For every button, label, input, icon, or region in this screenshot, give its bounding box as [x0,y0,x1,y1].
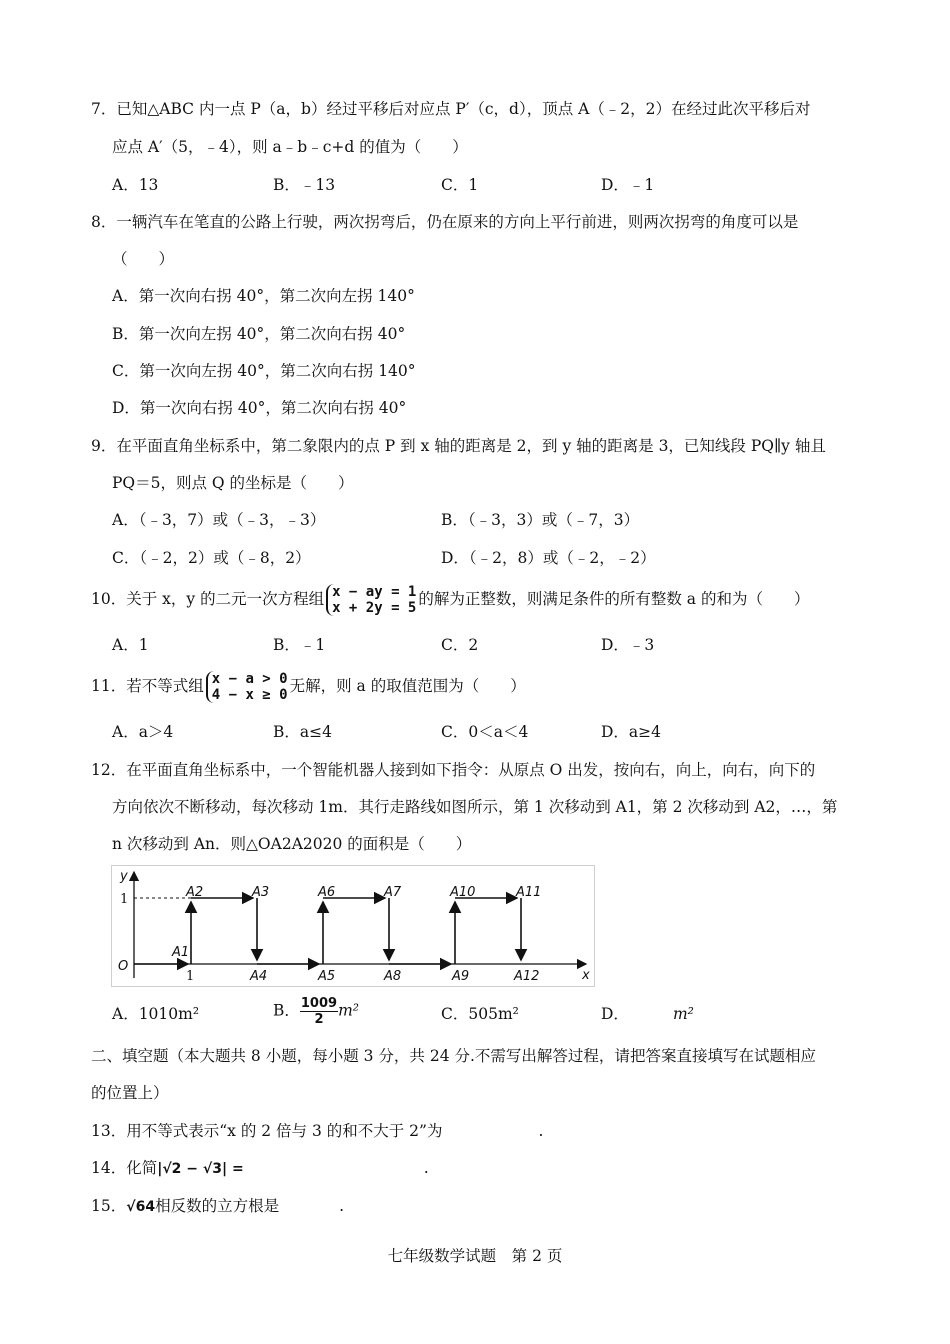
q7-option-a: A．13 [112,176,159,194]
q15-stem [91,1196,344,1217]
q12-option-a: A．1010m² [112,1005,200,1023]
q9-option-a: A．（﹣3，7）或（﹣3，﹣3） [112,511,326,529]
q9-stem-line2: PQ＝5，则点 Q 的坐标是（ ） [112,474,354,492]
q13-text: 13．用不等式表示“x 的 2 倍与 3 的和不大于 2”为 [91,1122,443,1140]
fraction-numerator: 1009 [300,996,338,1011]
section2-heading-line2: 的位置上） [91,1084,169,1102]
point-label-a11: A11 [516,885,542,900]
point-label-a5: A5 [318,969,336,984]
q12-stem-line2: 方向依次不断移动，每次移动 1m．其行走路线如图所示，第 1 次移动到 A1，第 2 次移动到 A2，…，第 [112,798,838,816]
q12-option-d-unit: m² [672,1005,694,1023]
q14-end: . [423,1159,429,1177]
q13-stem [91,1121,543,1141]
x-axis-label: x [582,968,590,983]
fraction-denominator: 2 [314,1012,324,1027]
q8-stem-line1: 8．一辆汽车在笔直的公路上行驶，两次拐弯后，仍在原来的方向上平行前进，则两次拐弯的角度可以是 [91,213,799,231]
q7-option-d: D．﹣1 [601,176,655,194]
q9-option-d: D．（﹣2，8）或（﹣2，﹣2） [441,549,656,567]
q12-option-d [601,1004,694,1024]
q11-prefix: 11．若不等式组 [91,677,204,695]
q10-prefix: 10．关于 x，y 的二元一次方程组 [91,590,325,608]
q10-equation-system [326,584,416,616]
point-label-a7: A7 [384,885,402,900]
q11-stem [91,671,526,703]
point-label-a9: A9 [452,969,470,984]
q8-option-d: D．第一次向右拐 40°，第二次向右拐 40° [112,399,407,417]
point-label-a12: A12 [514,969,540,984]
q7-stem-line1: 7．已知△ABC 内一点 P（a，b）经过平移后对应点 P′（c，d），顶点 A（﹣2，2）在经过此次平移后对 [91,100,811,118]
point-label-a4: A4 [250,969,268,984]
robot-path-svg [112,866,594,986]
q9-option-b: B．（﹣3，3）或（﹣7，3） [441,511,640,529]
q10-option-d: D．﹣3 [601,636,655,654]
q11-option-d: D．a≥4 [601,723,662,741]
point-label-a3: A3 [252,885,270,900]
q11-option-b: B．a≤4 [273,723,332,741]
q10-equation-2: x + 2y = 5 [332,600,417,616]
q12-stem-line3: n 次移动到 An．则△OA2A2020 的面积是（ ） [112,835,472,853]
q15-expression: √64 [126,1199,156,1215]
robot-path-figure [111,865,595,987]
q10-equation-1: x − ay = 1 [332,584,417,600]
q11-inequality-2: 4 − x ≥ 0 [211,687,288,703]
q13-end: . [538,1122,544,1140]
q9-option-c: C．（﹣2，2）或（﹣8，2） [112,549,311,567]
q15-end: . [339,1197,345,1215]
q8-option-a: A．第一次向右拐 40°，第二次向左拐 140° [112,287,415,305]
q9-stem-line1: 9．在平面直角坐标系中，第二象限内的点 P 到 x 轴的距离是 2，到 y 轴的距离是 3，已知线段 PQ∥y 轴且 [91,437,826,455]
q12-option-b [273,996,359,1027]
origin-label: O [118,959,129,974]
q12-stem-line1: 12．在平面直角坐标系中，一个智能机器人接到如下指令：从原点 O 出发，按向右，向上，向右，向下的 [91,761,816,779]
q12-option-b-fraction [300,996,338,1027]
y-axis-label: y [120,869,128,884]
q14-stem [91,1158,429,1179]
section2-heading-line1: 二、填空题（本大题共 8 小题，每小题 3 分，共 24 分.不需写出解答过程，请把答案直接填写在试题相应 [91,1047,816,1065]
q8-option-c: C．第一次向左拐 40°，第二次向右拐 140° [112,362,416,380]
point-label-a10: A10 [450,885,476,900]
q12-option-b-prefix: B． [273,1001,300,1020]
y-tick-1: 1 [120,892,129,907]
q12-option-d-prefix: D． [601,1005,629,1023]
point-label-a2: A2 [186,885,204,900]
robot-path [134,898,521,964]
q7-option-b: B．﹣13 [273,176,336,194]
q7-stem-line2: 应点 A′（5，﹣4），则 a﹣b﹣c+d 的值为（ ） [112,138,468,156]
q8-stem-line2: （ ） [112,250,175,268]
q7-option-c: C．1 [441,176,479,194]
q12-option-c: C．505m² [441,1005,519,1023]
q10-suffix: 的解为正整数，则满足条件的所有整数 a 的和为（ ） [418,590,810,608]
point-label-a6: A6 [318,885,336,900]
q10-stem [91,584,809,616]
q10-option-b: B．﹣1 [273,636,326,654]
q15-prefix: 15． [91,1197,127,1215]
q14-expression: |√2 − √3| = [157,1161,244,1177]
q10-option-a: A．1 [112,636,149,654]
q11-option-a: A．a＞4 [112,723,174,741]
q10-option-c: C．2 [441,636,479,654]
q11-inequality-system [206,671,288,703]
x-tick-1: 1 [186,969,195,984]
q12-option-b-unit: m² [338,1001,359,1020]
q11-inequality-1: x − a > 0 [211,671,288,687]
q11-suffix: 无解，则 a 的取值范围为（ ） [289,677,526,695]
page-footer: 七年级数学试题 第 2 页 [387,1247,563,1265]
point-label-a1: A1 [172,945,190,960]
q8-option-b: B．第一次向左拐 40°，第二次向右拐 40° [112,325,406,343]
q14-prefix: 14．化简 [91,1159,158,1177]
q11-option-c: C．0＜a＜4 [441,723,529,741]
q15-suffix: 相反数的立方根是 [155,1197,280,1215]
point-label-a8: A8 [384,969,402,984]
